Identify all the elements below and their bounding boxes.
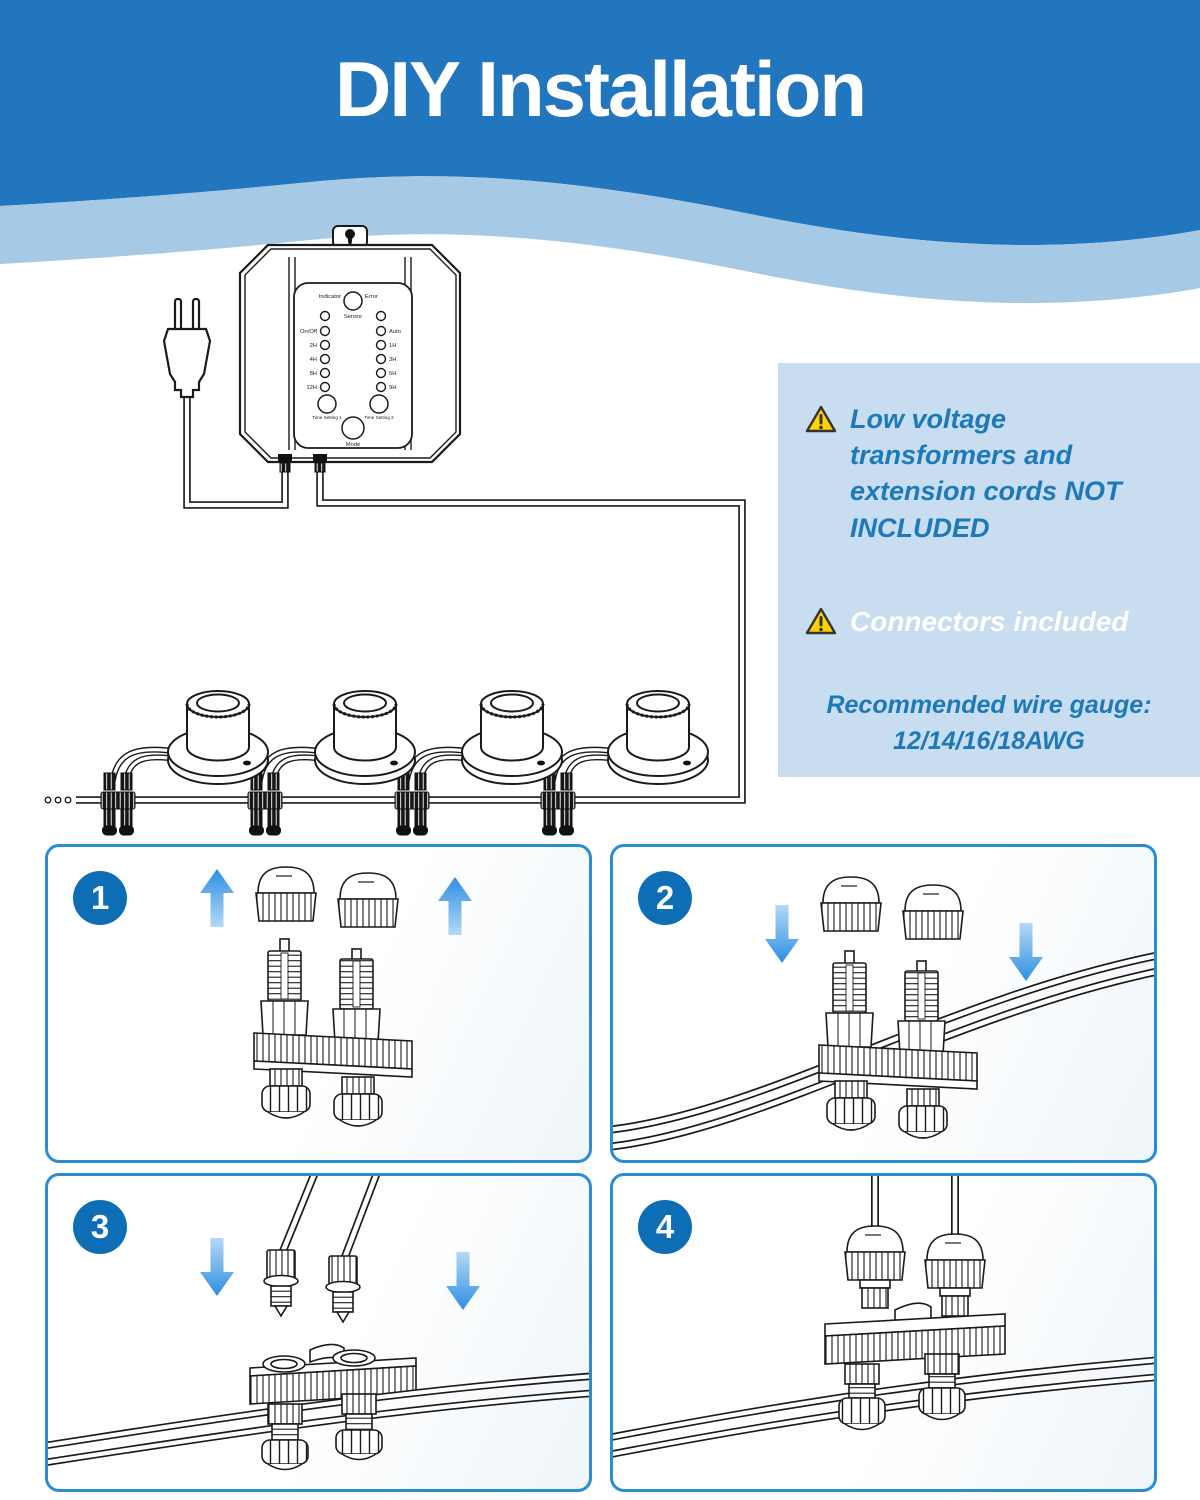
connector-cap — [821, 877, 881, 931]
cap-neck — [940, 1288, 970, 1316]
page-title: DIY Installation — [335, 45, 865, 133]
sensor-label: Sensor — [343, 314, 363, 320]
step4-illustration — [613, 1176, 1154, 1489]
led-label-4h: 4H — [309, 357, 317, 363]
wire-gauge-value: 12/14/16/18AWG — [893, 726, 1085, 755]
indicator-label: Indicator — [318, 294, 341, 300]
wire-connector — [101, 773, 135, 835]
step-panel-3 — [45, 1173, 592, 1492]
light-cables — [875, 1176, 955, 1234]
step-panel-1 — [45, 844, 592, 1163]
info-panel — [778, 363, 1200, 777]
led-label-onoff: On/Off — [300, 329, 317, 335]
step-number-badge: 4 — [638, 1200, 692, 1254]
step1-illustration — [48, 847, 589, 1160]
mode-label: Mode — [345, 442, 361, 448]
controller-box — [240, 226, 460, 472]
connector-body — [254, 939, 412, 1126]
step3-illustration — [48, 1176, 589, 1489]
led-label-12h: 12H — [306, 385, 317, 391]
arrow-down-icon — [1009, 923, 1043, 981]
wire-gauge-title: Recommended wire gauge: — [826, 691, 1152, 719]
power-plug — [164, 299, 210, 397]
connector-cap — [925, 1234, 985, 1288]
connector-cap — [256, 867, 316, 921]
time-setting-1-label: Time Setting 1 — [312, 415, 342, 420]
led-label-2h: 2H — [309, 343, 317, 349]
error-label: Error — [365, 294, 378, 300]
note-connectors-text: Connectors included — [850, 606, 1129, 637]
arrow-up-icon — [438, 877, 472, 935]
arrow-down-icon — [765, 905, 799, 963]
note-not-included — [805, 401, 1175, 546]
connector-body-assembled — [825, 1303, 1005, 1364]
step-number-badge: 3 — [73, 1200, 127, 1254]
step-number-badge: 1 — [73, 871, 127, 925]
time-setting-2-button — [370, 395, 388, 413]
led-label-1h: 1H — [389, 343, 397, 349]
light-cables — [281, 1176, 378, 1262]
led-label-3h: 3H — [389, 357, 397, 363]
time-setting-1-button — [318, 395, 336, 413]
connector-body — [819, 951, 977, 1138]
time-setting-2-label: Time Setting 2 — [364, 415, 394, 420]
cable-fitting — [264, 1250, 298, 1316]
arrow-down-icon — [200, 1238, 234, 1296]
warning-triangle-icon — [805, 606, 837, 636]
in-ground-light — [608, 691, 708, 784]
wire-continuation-dots — [45, 797, 71, 803]
wire-connector — [248, 773, 282, 835]
step-panel-4 — [610, 1173, 1157, 1492]
led-label-5h: 5H — [389, 371, 397, 377]
led-label-auto: Auto — [389, 329, 401, 335]
step2-illustration — [613, 847, 1154, 1160]
wire-connector — [395, 773, 429, 835]
cap-neck — [860, 1280, 890, 1308]
wire-gauge-note — [778, 688, 1200, 759]
connector-cap — [338, 873, 398, 927]
mode-button — [342, 417, 364, 439]
connector-cap — [903, 885, 963, 939]
note-not-included-text: Low voltage transformers and extension cords NOT INCLUDED — [850, 404, 1122, 543]
arrow-down-icon — [446, 1252, 480, 1310]
led-label-8h: 8H — [309, 371, 317, 377]
step-number-badge: 2 — [638, 871, 692, 925]
cable-fitting — [326, 1256, 360, 1322]
warning-triangle-icon — [805, 404, 837, 434]
note-connectors — [805, 603, 1195, 641]
in-ground-light — [462, 691, 562, 784]
connector-cap — [845, 1226, 905, 1280]
step-panel-2 — [610, 844, 1157, 1163]
in-ground-light — [315, 691, 415, 784]
led-label-9h: 9H — [389, 385, 397, 391]
arrow-up-icon — [200, 869, 234, 927]
in-ground-light — [168, 691, 268, 784]
wire-connector — [541, 773, 575, 835]
